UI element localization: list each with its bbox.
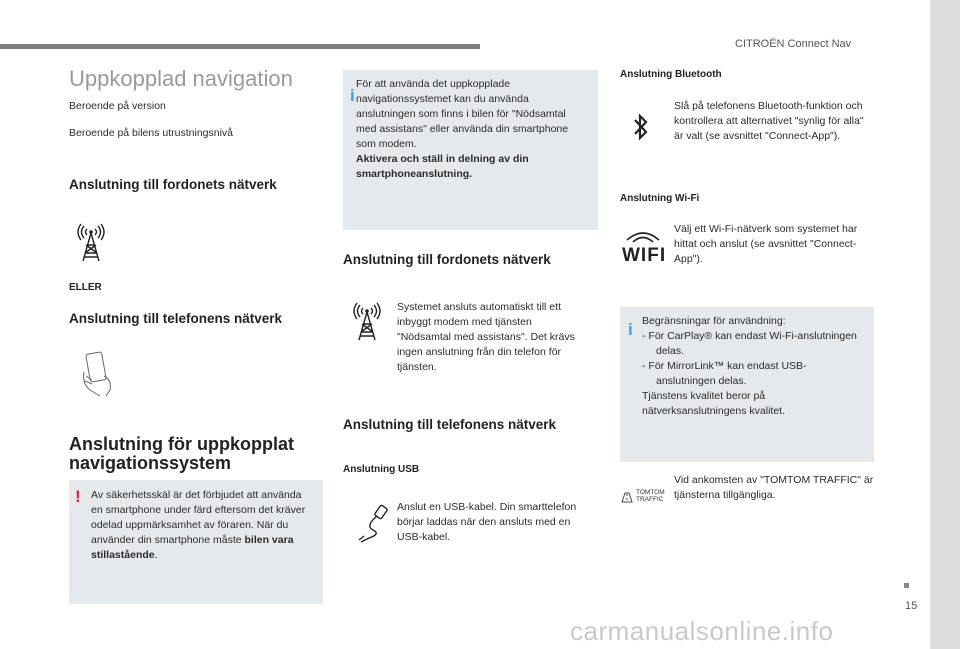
phone-network-heading: Anslutning till telefonens nätverk (69, 311, 283, 326)
version-note: Beroende på version (69, 100, 166, 112)
wifi-label: Anslutning Wi-Fi (620, 193, 700, 204)
wifi-icon (622, 228, 667, 268)
tomtom-icon-line1: TOMTOM (636, 489, 665, 496)
info-text: För att använda det uppkopplade navigationssystemet kan du använda anslutningen som finns i bilen för "Nödsamtal med assistans" eller använda din smartphone som modem. (356, 78, 569, 150)
info-box-sharing (343, 70, 598, 230)
page-title: Uppkopplad navigation (69, 66, 293, 91)
bluetooth-text: Slå på telefonens Bluetooth-funktion och kontrollera att alternativet "synlig för alla" är valt (se avsnittet "Connect-App"). (674, 100, 864, 142)
info-bold: Aktivera och ställ in delning av din smartphoneanslutning. (356, 153, 529, 180)
vehicle-network-text: Systemet ansluts automatiskt till ett inbyggt modem med tjänsten "Nödsamtal med assistans". Det krävs ingen anslutning från din telefon för tjänsten. (397, 301, 575, 373)
wifi-text: Välj ett Wi-Fi-nätverk som systemet har hittat och anslut (se avsnittet "Connect-App"). (674, 223, 858, 265)
info-box-limits (620, 307, 874, 462)
bluetooth-icon (632, 112, 650, 142)
info-icon: i (628, 320, 633, 339)
wifi-icon-label: WIFI (622, 245, 667, 266)
side-strip (930, 0, 960, 649)
page-number: 15 (905, 600, 918, 612)
phone-network-heading-2: Anslutning till telefonens nätverk (343, 417, 557, 432)
tomtom-icon-line2: TRAFFIC (636, 496, 664, 503)
system-heading: Anslutning för uppkopplat navigationssystem (69, 434, 294, 473)
smartphone-hand-icon (82, 350, 118, 398)
continue-marker (904, 583, 909, 588)
limits-mirrorlink: - För MirrorLink™ kan endast USB-anslutningen delas. (642, 360, 807, 387)
warning-text: Av säkerhetsskäl är det förbjudet att använda en smartphone under färd eftersom det kräver odelad uppmärksamhet av föraren. När du använder din smartphone måste (91, 489, 306, 546)
antenna-icon (352, 302, 382, 342)
limits-quality: Tjänstens kvalitet beror på nätverksanslutningens kvalitet. (642, 390, 785, 417)
warning-end: . (154, 549, 158, 561)
safety-warning-box (69, 480, 323, 604)
bluetooth-label: Anslutning Bluetooth (620, 69, 722, 80)
brand-header: CITROËN Connect Nav (735, 38, 852, 50)
vehicle-network-heading: Anslutning till fordonets nätverk (69, 177, 277, 192)
info-icon: i (350, 86, 355, 105)
limits-carplay: - För CarPlay® kan endast Wi-Fi-anslutningen delas. (642, 330, 857, 357)
header-rule (0, 44, 480, 49)
watermark: carmanualsonline.info (570, 616, 834, 646)
usb-text: Anslut en USB-kabel. Din smarttelefon börjar laddas när den ansluts med en USB-kabel. (397, 501, 577, 543)
usb-cable-icon (355, 504, 391, 544)
usb-label: Anslutning USB (343, 464, 420, 475)
tomtom-traffic-icon (620, 488, 668, 508)
warning-bold: bilen vara stillastående (91, 534, 294, 561)
tomtom-text: Vid ankomsten av "TOMTOM TRAFFIC" är tjänsterna tillgängliga. (674, 474, 874, 501)
antenna-icon (76, 223, 106, 263)
or-label: ELLER (69, 282, 102, 293)
limits-title: Begränsningar för användning: (642, 315, 786, 327)
equipment-note: Beroende på bilens utrustningsnivå (69, 127, 234, 139)
warning-icon: ! (75, 487, 81, 506)
vehicle-network-heading-2: Anslutning till fordonets nätverk (343, 252, 551, 267)
